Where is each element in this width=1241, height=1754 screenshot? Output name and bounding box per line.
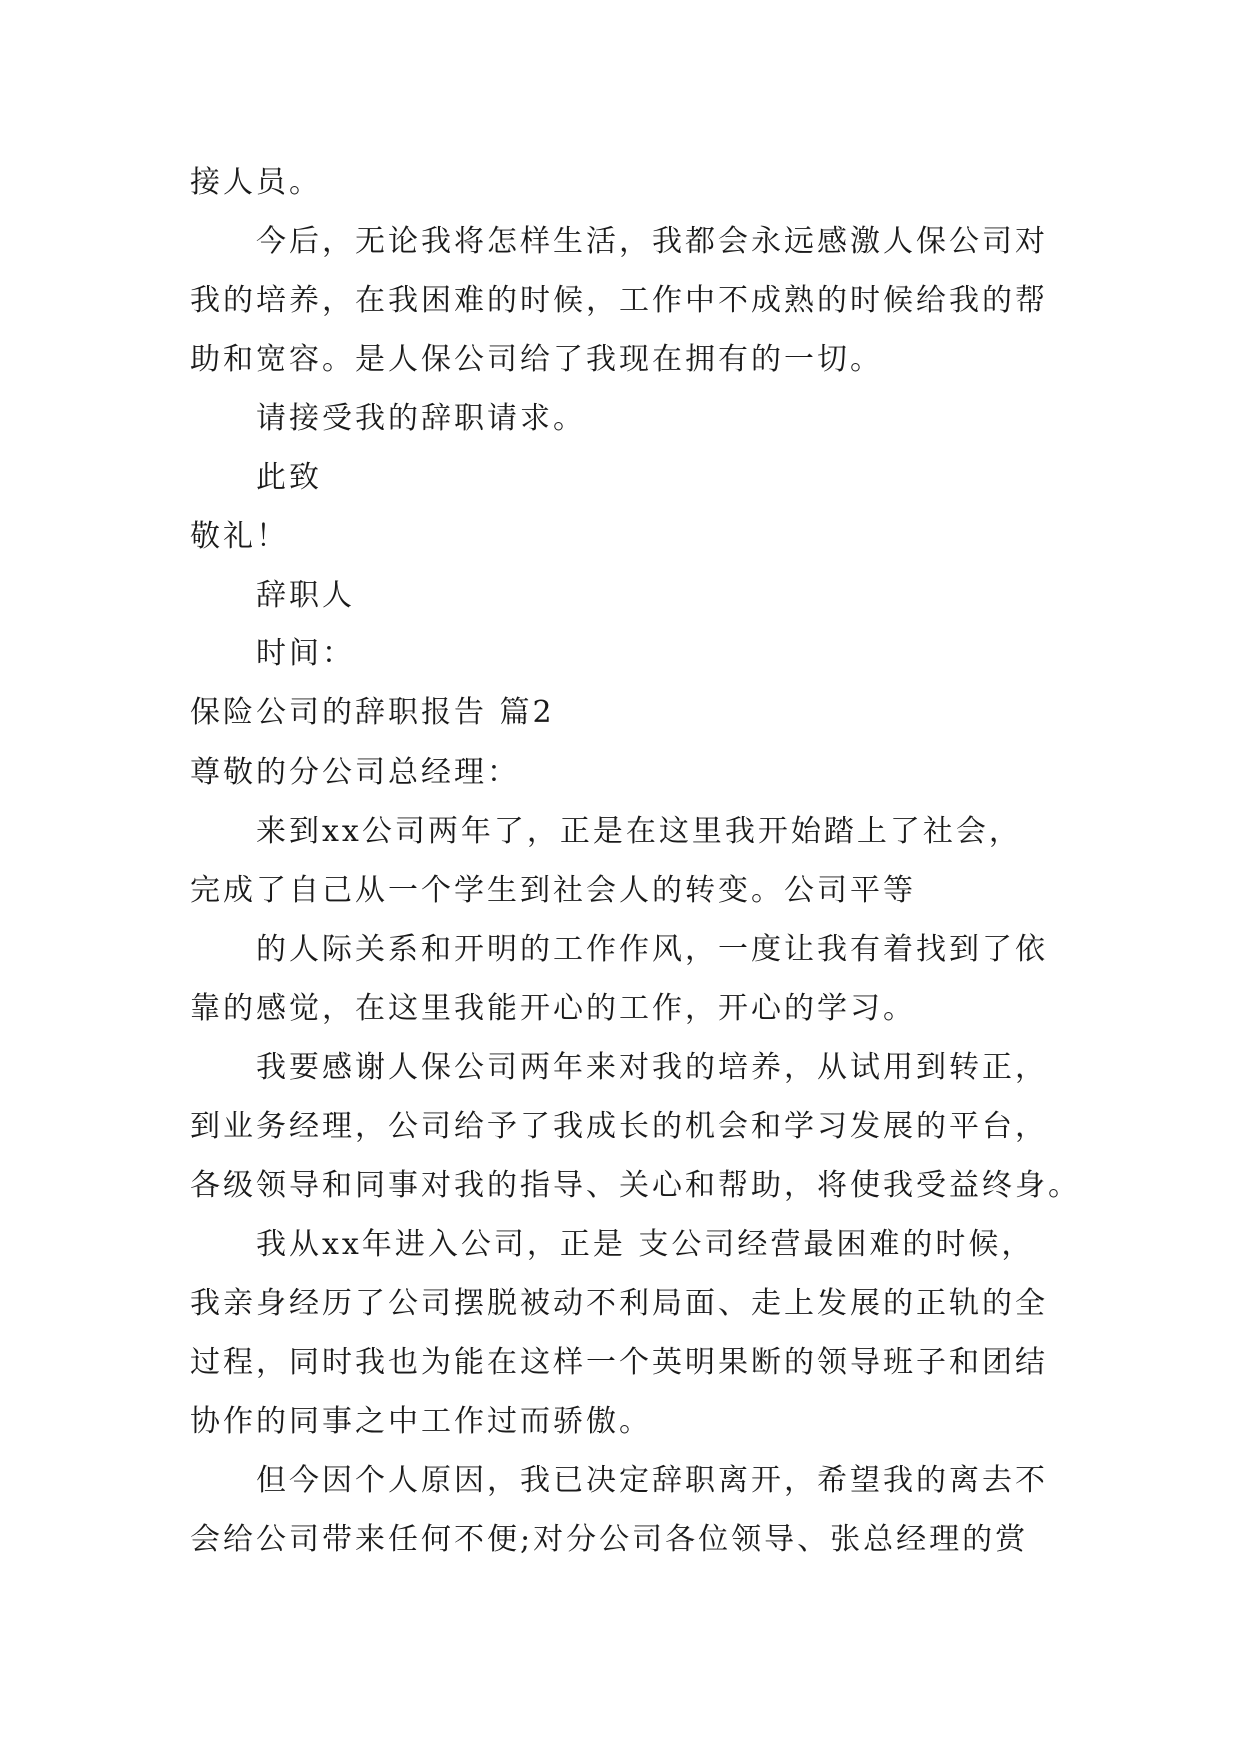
section-heading: 保险公司的辞职报告 篇2 <box>190 695 555 730</box>
text-line: 过程，同时我也为能在这样一个英明果断的领导班子和团结 <box>190 1345 1048 1380</box>
text-line: 但今因个人原因，我已决定辞职离开，希望我的离去不 <box>256 1463 1048 1498</box>
text-line: 我要感谢人保公司两年来对我的培养，从试用到转正， <box>256 1050 1048 1085</box>
text-line: 各级领导和同事对我的指导、关心和帮助，将使我受益终身。 <box>190 1168 1081 1203</box>
text-line: 协作的同事之中工作过而骄傲。 <box>190 1404 652 1439</box>
text-line: 来到xx公司两年了，正是在这里我开始踏上了社会， <box>256 814 1022 849</box>
text-line: 接人员。 <box>190 165 322 200</box>
salutation: 尊敬的分公司总经理： <box>190 755 520 790</box>
text-line: 我亲身经历了公司摆脱被动不利局面、走上发展的正轨的全 <box>190 1286 1048 1321</box>
text-line: 敬礼！ <box>190 519 289 554</box>
text-line: 我从xx年进入公司，正是 支公司经营最困难的时候， <box>256 1227 1035 1262</box>
text-line: 完成了自己从一个学生到社会人的转变。公司平等 <box>190 873 916 908</box>
text-line: 今后，无论我将怎样生活，我都会永远感激人保公司对 <box>256 224 1048 259</box>
text-line: 辞职人 <box>256 578 355 613</box>
text-line: 此致 <box>256 460 322 495</box>
text-line: 我的培养，在我困难的时候，工作中不成熟的时候给我的帮 <box>190 283 1048 318</box>
text-line: 时间： <box>256 636 355 671</box>
text-line: 助和宽容。是人保公司给了我现在拥有的一切。 <box>190 342 883 377</box>
text-line: 到业务经理，公司给予了我成长的机会和学习发展的平台， <box>190 1109 1048 1144</box>
text-line: 请接受我的辞职请求。 <box>256 401 586 436</box>
text-line: 靠的感觉，在这里我能开心的工作，开心的学习。 <box>190 991 916 1026</box>
text-line: 的人际关系和开明的工作作风，一度让我有着找到了依 <box>256 932 1048 967</box>
text-line: 会给公司带来任何不便;对分公司各位领导、张总经理的赏 <box>190 1522 1029 1557</box>
